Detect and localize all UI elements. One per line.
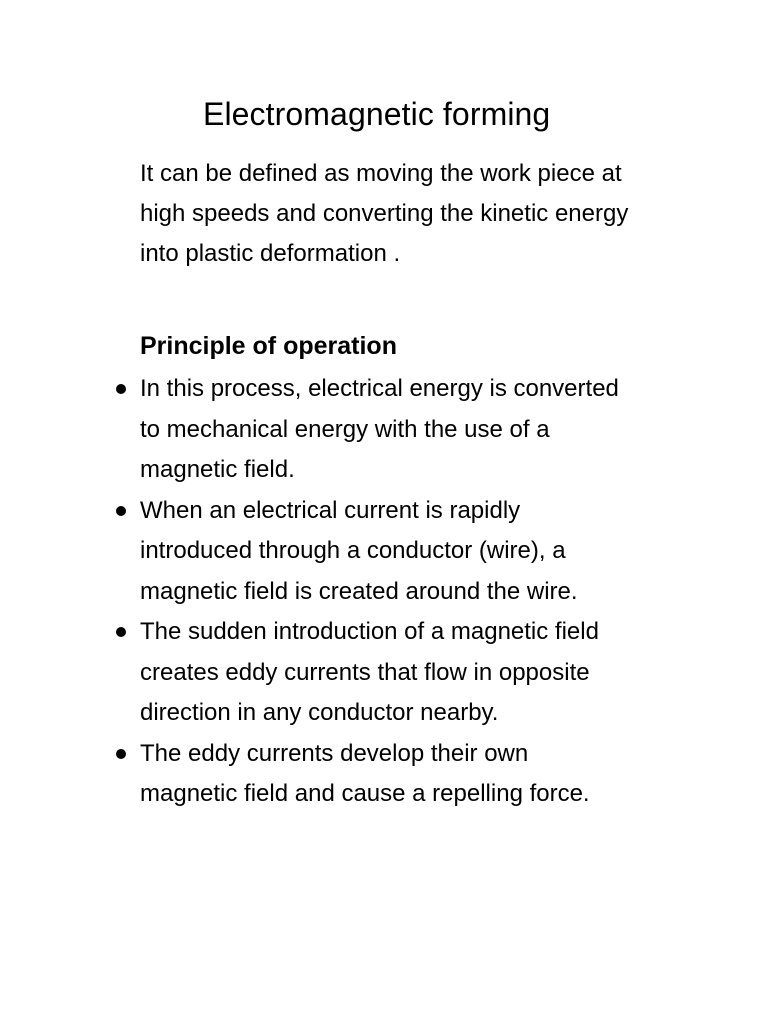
bullet-item <box>0 734 768 815</box>
bullet-line: introduced through a conductor (wire), a <box>140 537 566 564</box>
bullet-line: magnetic field is created around the wire. <box>140 577 578 605</box>
bullet-line: The sudden introduction of a magnetic field <box>140 618 599 645</box>
document-title: Electromagnetic forming <box>203 96 551 132</box>
bullet-line: to mechanical energy with the use of a <box>140 415 550 443</box>
intro-paragraph <box>140 154 700 274</box>
bullet-line: magnetic field and cause a repelling force. <box>140 780 590 807</box>
bullet-line: When an electrical current is rapidly <box>140 496 521 524</box>
section-heading: Principle of operation <box>140 332 397 360</box>
bullet-line: The eddy currents develop their own <box>140 739 529 767</box>
bullet-line: magnetic field. <box>140 456 295 483</box>
bullet-item <box>0 612 768 734</box>
intro-line: into plastic deformation . <box>140 240 401 267</box>
bullet-item <box>0 369 768 491</box>
bullet-icon <box>116 384 126 394</box>
bullet-line: creates eddy currents that flow in opposite <box>140 658 590 686</box>
bullet-line: In this process, electrical energy is converted <box>140 375 619 402</box>
bullet-item <box>0 491 768 613</box>
intro-line: high speeds and converting the kinetic energy <box>140 200 629 227</box>
intro-line: It can be defined as moving the work piece at <box>140 160 622 187</box>
bullet-line: direction in any conductor nearby. <box>140 699 499 726</box>
bullet-list <box>0 369 768 815</box>
bullet-icon <box>116 506 126 516</box>
bullet-icon <box>116 749 126 759</box>
bullet-icon <box>116 627 126 637</box>
